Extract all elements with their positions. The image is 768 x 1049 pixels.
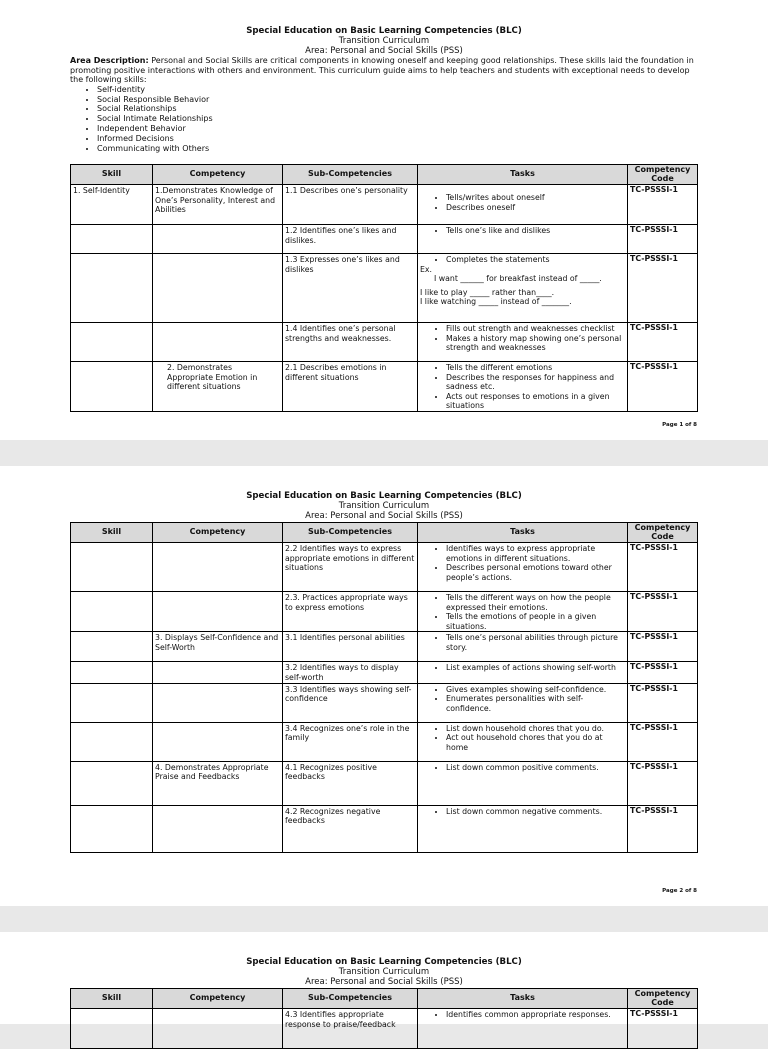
table-row [71, 683, 698, 722]
tasks-cell [418, 1009, 628, 1049]
competency-code-cell: TC-PSSSI-1 [628, 683, 698, 722]
skill-cell [71, 592, 153, 632]
competency-table [70, 522, 698, 853]
table-header-row [71, 165, 698, 185]
skill-cell [71, 225, 153, 254]
page-header [0, 957, 768, 987]
competency-table [70, 164, 698, 412]
competency-cell [153, 662, 283, 683]
doc-title: Special Education on Basic Learning Competencies (BLC) [246, 26, 522, 36]
table-row [71, 632, 698, 662]
header-tasks: Tasks [418, 165, 628, 185]
tasks-cell [418, 543, 628, 592]
page-header [0, 491, 768, 521]
competency-code-cell: TC-PSSSI-1 [628, 362, 698, 412]
task-item: • Tells/writes about oneself [446, 193, 625, 203]
area-description [70, 56, 700, 153]
example-line: I want ______ for breakfast instead of _____. [434, 274, 602, 284]
skill-cell [71, 323, 153, 362]
sub-competency-cell: 3.3 Identifies ways showing self-confidence [283, 683, 418, 722]
table-header-row [71, 989, 698, 1009]
area-description-text: Personal and Social Skills are critical components in knowing oneself and keeping good relationships. These skills laid the foundation in promoting positive interactions with others and environment. This curriculum guide aims to help teachers and students with exceptional needs to develop the following skills: [70, 56, 694, 85]
header-skill: Skill [71, 523, 153, 543]
tasks-cell [418, 632, 628, 662]
task-item: • Tells one’s personal abilities through picture story. [446, 633, 625, 652]
tasks-cell [418, 323, 628, 362]
sub-competency-cell: 3.1 Identifies personal abilities [283, 632, 418, 662]
skill-cell [71, 662, 153, 683]
header-sub-competencies: Sub-Competencies [283, 523, 418, 543]
skill-cell [71, 722, 153, 761]
tasks-cell [418, 254, 628, 323]
doc-title: Special Education on Basic Learning Competencies (BLC) [246, 957, 522, 967]
page-number: Page 1 of 8 [662, 422, 697, 428]
table-row [71, 323, 698, 362]
example-label: Ex. [420, 264, 433, 274]
competency-code-cell: TC-PSSSI-1 [628, 323, 698, 362]
header-competency-code: Competency Code [628, 989, 698, 1009]
competency-code-cell: TC-PSSSI-1 [628, 632, 698, 662]
task-item: • List examples of actions showing self-worth [446, 663, 625, 673]
task-item: • Identifies common appropriate responses. [446, 1010, 625, 1020]
page-1 [0, 0, 768, 440]
competency-code-cell: TC-PSSSI-1 [628, 185, 698, 225]
table-row [71, 362, 698, 412]
header-competency: Competency [153, 165, 283, 185]
tasks-cell [418, 683, 628, 722]
header-sub-competencies: Sub-Competencies [283, 165, 418, 185]
area-description-label: Area Description: [70, 56, 149, 65]
task-item: • Describes the responses for happiness and sadness etc. [446, 373, 625, 392]
header-tasks: Tasks [418, 989, 628, 1009]
sub-competency-cell: 1.1 Describes one’s personality [283, 185, 418, 225]
tasks-cell [418, 662, 628, 683]
table-row [71, 543, 698, 592]
tasks-cell [418, 225, 628, 254]
doc-area: Area: Personal and Social Skills (PSS) [305, 511, 463, 521]
doc-title: Special Education on Basic Learning Competencies (BLC) [246, 491, 522, 501]
task-item: • List down common negative comments. [446, 807, 625, 817]
list-item: • Self-identity [97, 85, 700, 95]
doc-subtitle: Transition Curriculum [338, 967, 430, 977]
competency-code-cell: TC-PSSSI-1 [628, 225, 698, 254]
task-item: • Identifies ways to express appropriate emotions in different situations. [446, 544, 625, 563]
tasks-cell [418, 722, 628, 761]
sub-competency-cell: 3.2 Identifies ways to display self-worth [283, 662, 418, 683]
sub-competency-cell: 4.3 Identifies appropriate response to praise/feedback [283, 1009, 418, 1049]
sub-competency-cell: 2.3. Practices appropriate ways to express emotions [283, 592, 418, 632]
page-number: Page 2 of 8 [662, 888, 697, 894]
competency-cell [153, 683, 283, 722]
competency-cell: 4. Demonstrates Appropriate Praise and Feedbacks [153, 761, 283, 805]
sub-competency-cell: 2.1 Describes emotions in different situations [283, 362, 418, 412]
table-row [71, 254, 698, 323]
skill-cell [71, 761, 153, 805]
task-item: • Tells one’s like and dislikes [446, 226, 625, 236]
task-item: • Describes oneself [446, 203, 625, 213]
doc-subtitle: Transition Curriculum [338, 36, 430, 46]
sub-competency-cell: 2.2 Identifies ways to express appropriate emotions in different situations [283, 543, 418, 592]
table-row [71, 761, 698, 805]
header-competency-code: Competency Code [628, 523, 698, 543]
competency-cell [153, 323, 283, 362]
doc-area: Area: Personal and Social Skills (PSS) [305, 46, 463, 56]
task-item: • Tells the emotions of people in a given situations. [446, 612, 625, 631]
competency-table [70, 988, 698, 1049]
competency-code-cell: TC-PSSSI-1 [628, 805, 698, 852]
skill-cell [71, 683, 153, 722]
skill-cell [71, 805, 153, 852]
task-item: • Enumerates personalities with self-confidence. [446, 694, 625, 713]
sub-competency-cell: 4.1 Recognizes positive feedbacks [283, 761, 418, 805]
competency-cell: 1.Demonstrates Knowledge of One’s Personality, Interest and Abilities [153, 185, 283, 225]
competency-cell [153, 254, 283, 323]
sub-competency-cell: 1.4 Identifies one’s personal strengths and weaknesses. [283, 323, 418, 362]
tasks-cell [418, 761, 628, 805]
header-competency: Competency [153, 523, 283, 543]
task-item: • List down household chores that you do. [446, 724, 625, 734]
task-item: • Makes a history map showing one’s personal strength and weaknesses [446, 334, 625, 353]
task-item: • Acts out responses to emotions in a given situations [446, 392, 625, 411]
header-competency-code: Competency Code [628, 165, 698, 185]
skill-cell [71, 1009, 153, 1049]
competency-code-cell: TC-PSSSI-1 [628, 543, 698, 592]
task-item: • Tells the different emotions [446, 363, 625, 373]
competency-cell [153, 592, 283, 632]
skill-cell [71, 254, 153, 323]
doc-area: Area: Personal and Social Skills (PSS) [305, 977, 463, 987]
skills-list [70, 85, 700, 154]
example-line: I like watching _____ instead of _______. [420, 297, 572, 307]
competency-cell [153, 805, 283, 852]
task-item: • Gives examples showing self-confidence. [446, 685, 625, 695]
sub-competency-cell: 1.3 Expresses one’s likes and dislikes [283, 254, 418, 323]
list-item: • Social Responsible Behavior [97, 95, 700, 105]
competency-cell [153, 225, 283, 254]
task-item: • Tells the different ways on how the people expressed their emotions. [446, 593, 625, 612]
competency-code-cell: TC-PSSSI-1 [628, 662, 698, 683]
sub-competency-cell: 1.2 Identifies one’s likes and dislikes. [283, 225, 418, 254]
tasks-cell [418, 805, 628, 852]
example-line: I like to play _____ rather than____. [420, 287, 555, 297]
task-item: • Act out household chores that you do at home [446, 733, 625, 752]
page-header [0, 26, 768, 56]
table-row [71, 225, 698, 254]
page-3 [0, 932, 768, 1029]
tasks-cell [418, 362, 628, 412]
competency-code-cell: TC-PSSSI-1 [628, 1009, 698, 1049]
table-header-row [71, 523, 698, 543]
skill-cell: 1. Self-Identity [71, 185, 153, 225]
list-item: • Social Relationships [97, 104, 700, 114]
skill-cell [71, 362, 153, 412]
competency-cell: 2. Demonstrates Appropriate Emotion in different situations [153, 362, 283, 412]
header-skill: Skill [71, 989, 153, 1009]
competency-code-cell: TC-PSSSI-1 [628, 592, 698, 632]
competency-cell: 3. Displays Self-Confidence and Self-Worth [153, 632, 283, 662]
header-skill: Skill [71, 165, 153, 185]
competency-cell [153, 1009, 283, 1049]
doc-subtitle: Transition Curriculum [338, 501, 430, 511]
skill-cell [71, 543, 153, 592]
header-tasks: Tasks [418, 523, 628, 543]
table-row [71, 185, 698, 225]
competency-cell [153, 543, 283, 592]
skill-cell [71, 632, 153, 662]
table-row [71, 662, 698, 683]
task-item: • List down common positive comments. [446, 763, 625, 773]
competency-cell [153, 722, 283, 761]
sub-competency-cell: 3.4 Recognizes one’s role in the family [283, 722, 418, 761]
table-row [71, 722, 698, 761]
task-item: • Describes personal emotions toward other people’s actions. [446, 563, 625, 582]
task-item: • Fills out strength and weaknesses checklist [446, 324, 625, 334]
list-item: • Communicating with Others [97, 144, 700, 154]
page-2 [0, 466, 768, 906]
tasks-cell [418, 592, 628, 632]
list-item: • Social Intimate Relationships [97, 114, 700, 124]
table-row [71, 1009, 698, 1049]
header-competency: Competency [153, 989, 283, 1009]
list-item: • Informed Decisions [97, 134, 700, 144]
header-sub-competencies: Sub-Competencies [283, 989, 418, 1009]
tasks-cell [418, 185, 628, 225]
table-row [71, 592, 698, 632]
list-item: • Independent Behavior [97, 124, 700, 134]
competency-code-cell: TC-PSSSI-1 [628, 254, 698, 323]
competency-code-cell: TC-PSSSI-1 [628, 722, 698, 761]
competency-code-cell: TC-PSSSI-1 [628, 761, 698, 805]
table-row [71, 805, 698, 852]
sub-competency-cell: 4.2 Recognizes negative feedbacks [283, 805, 418, 852]
task-item: • Completes the statements [446, 255, 625, 265]
